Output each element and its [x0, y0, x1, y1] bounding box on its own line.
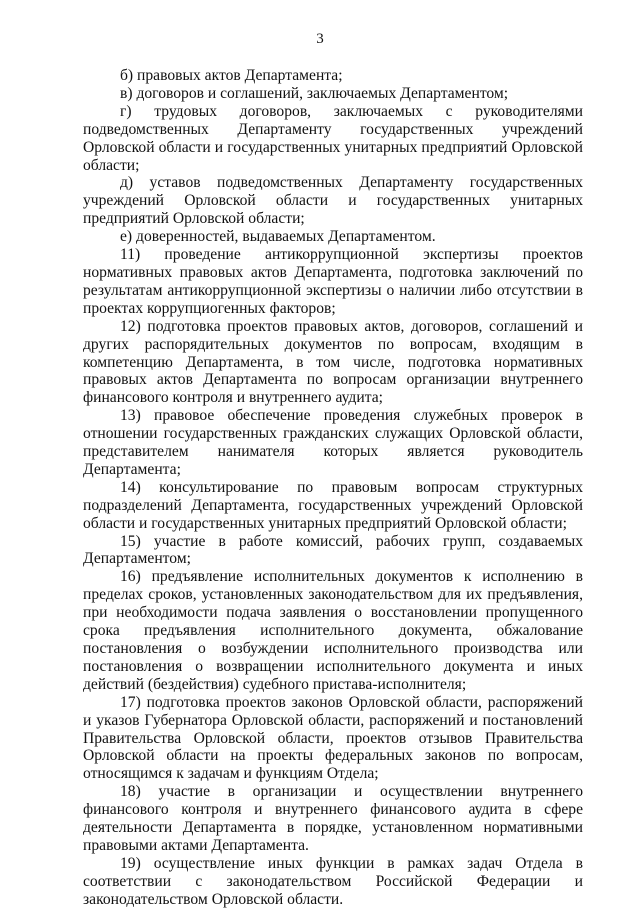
- page-number: 3: [316, 31, 324, 47]
- document-body: [83, 67, 583, 909]
- list-item-v: в) договоров и соглашений, заключаемых Департаментом;: [120, 84, 509, 102]
- list-item-12: 12) подготовка проектов правовых актов, договоров, соглашений и других распорядительных документов по вопросам, входящим в компетенцию Департамента, в том числе, подготовка нормативных правовых актов Департамента по вопросам организации внутреннего финансового контроля и внутреннего аудита;: [83, 317, 583, 407]
- list-item-b: б) правовых актов Департамента;: [120, 67, 343, 84]
- list-item-18: 18) участие в организации и осуществлении внутреннего финансового контроля и внутреннего финансового аудита в сфере деятельности Департамента в порядке, установленном нормативными правовыми актами Департамента.: [83, 783, 583, 854]
- list-item-11: 11) проведение антикоррупционной экспертизы проектов нормативных правовых актов Департамента, подготовка заключений по результатам антикоррупционной экспертизы о наличии либо отсутствии в проектах коррупциогенных факторов;: [83, 246, 583, 317]
- list-item-d: д) уставов подведомственных Департаменту государственных учреждений Орловской области и государственных унитарных предприятий Орловской области;: [83, 174, 583, 228]
- list-item-g: г) трудовых договоров, заключаемых с руководителями подведомственных Департаменту государственных учреждений Орловской области и государственных унитарных предприятий Орловской области;: [83, 102, 583, 174]
- list-item-17: 17) подготовка проектов законов Орловской области, распоряжений и указов Губернатора Орловской области, распоряжений и постановлений Правительства Орловской области, проектов отзывов Правительства Орловской области на проекты федеральных законов по вопросам, относящимся к задачам и функциям Отдела;: [83, 693, 583, 783]
- list-item-e: е) доверенностей, выдаваемых Департаментом.: [120, 228, 436, 246]
- list-item-16: 16) предъявление исполнительных документов к исполнению в пределах сроков, установленных законодательством для их предъявления, при необходимости подача заявления о восстановлении пропущенного срока предъявления исполнительного документа, обжалование постановления о возбуждении исполнительного производства или постановления о возвращении исполнительного документа и иных действий (бездействия) судебного пристава-исполнителя;: [83, 568, 583, 693]
- list-item-19: 19) осуществление иных функции в рамках задач Отдела в соответствии с законодательством Российской Федерации и законодательством Орловской области.: [83, 854, 583, 908]
- list-item-14: 14) консультирование по правовым вопросам структурных подразделений Департамента, государственных учреждений Орловской области и государственных унитарных предприятий Орловской области;: [83, 478, 583, 532]
- list-item-13: 13) правовое обеспечение проведения служебных проверок в отношении государственных гражданских служащих Орловской области, представителем нанимателя которых является руководитель Департамента;: [83, 407, 583, 478]
- list-item-15: 15) участие в работе комиссий, рабочих групп, создаваемых Департаментом;: [83, 532, 583, 568]
